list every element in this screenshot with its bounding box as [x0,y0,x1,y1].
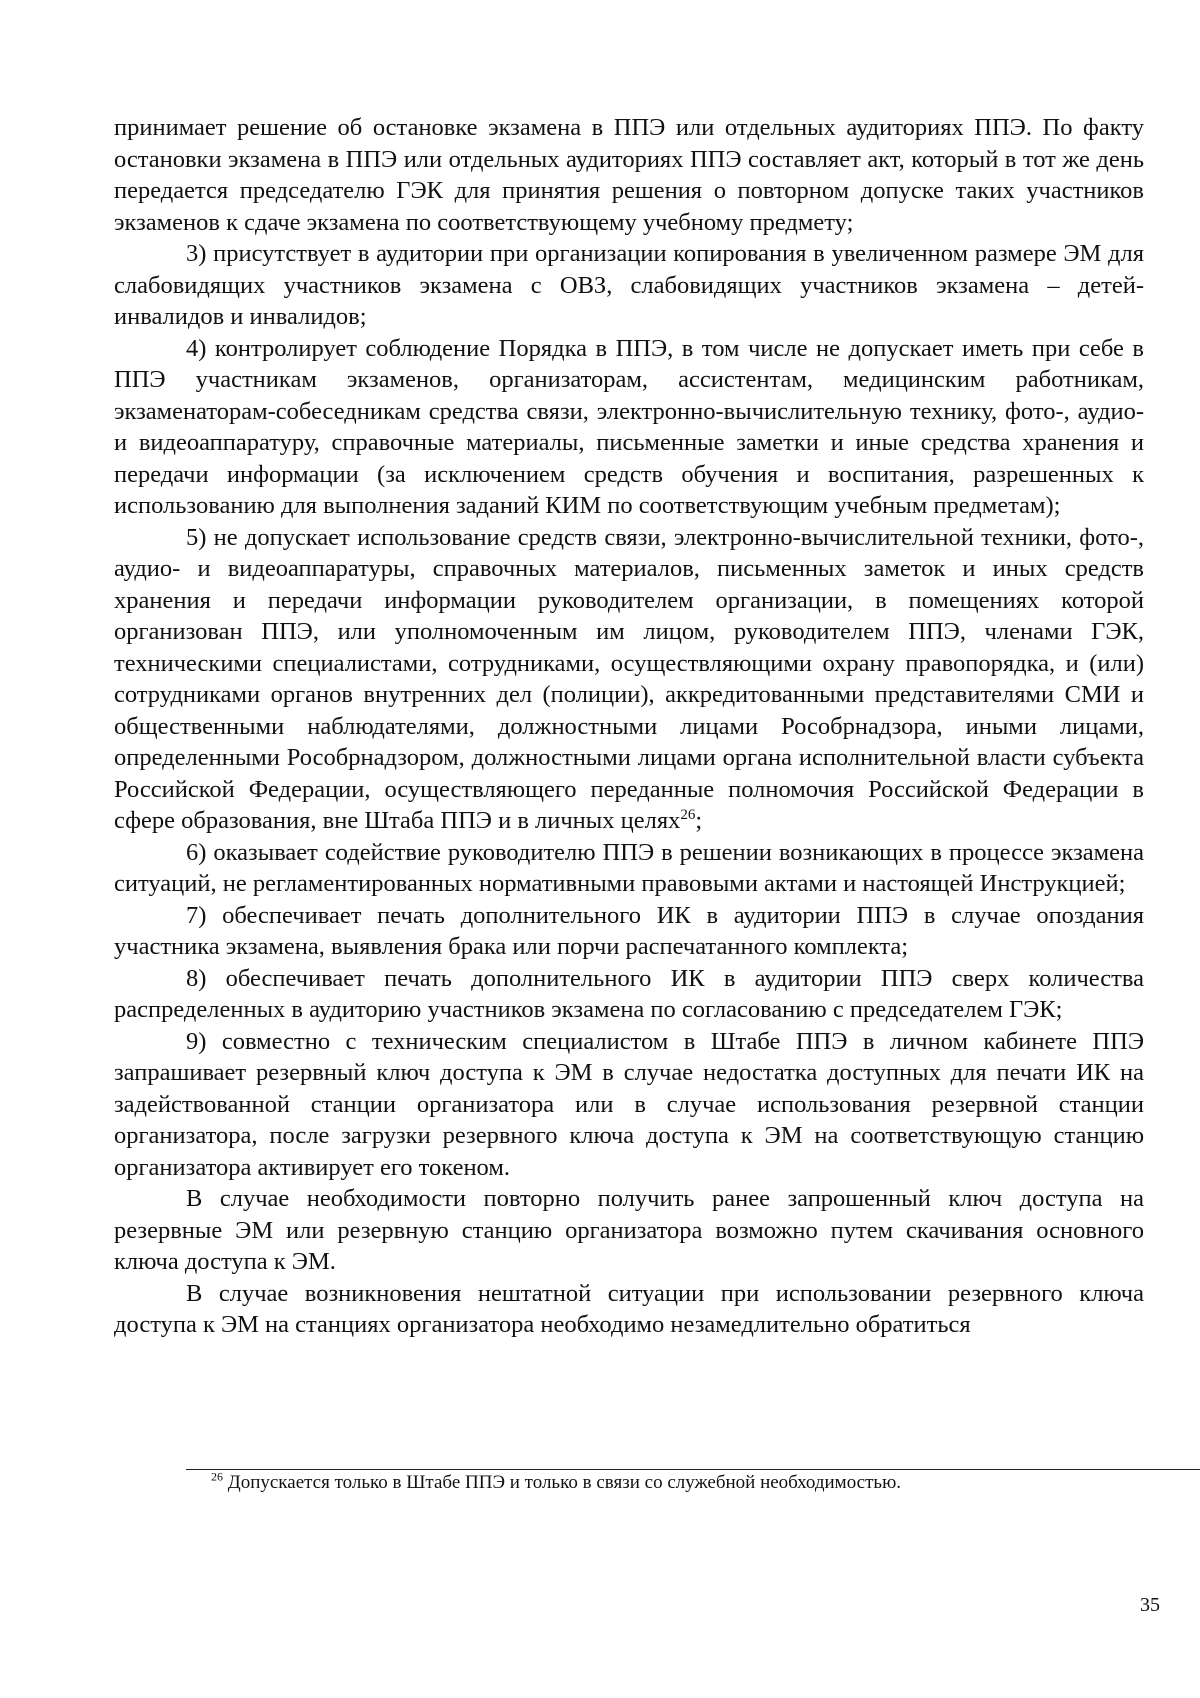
footnote [211,1471,1171,1495]
paragraph-item-3: 3) присутствует в аудитории при организации копирования в увеличенном размере ЭМ для слабовидящих участников экзамена с ОВЗ, слабовидящих участников экзамена – детей-инвалидов и инвалидов; [114,240,1144,330]
paragraph-item-4: 4) контролирует соблюдение Порядка в ППЭ, в том числе не допускает иметь при себе в ППЭ участникам экзаменов, организаторам, ассистентам, медицинским работникам, экзаменаторам-собеседникам средства связи, электронно-вычислительную технику, фото-, аудио- и видеоаппаратуру, справочные материалы, письменные заметки и иные средства хранения и передачи информации (за исключением средств обучения и воспитания, разрешенных к использованию для выполнения заданий КИМ по соответствующим учебным предметам); [114,334,1144,519]
paragraph-emergency: В случае возникновения нештатной ситуации при использовании резервного ключа доступа к ЭМ на станциях организатора необходимо незамедлительно обратиться [114,1279,1144,1338]
paragraph-item-6: 6) оказывает содействие руководителю ППЭ в решении возникающих в процессе экзамена ситуаций, не регламентированных нормативными правовыми актами и настоящей Инструкцией; [114,838,1144,897]
paragraph-reserve-key: В случае необходимости повторно получить ранее запрошенный ключ доступа на резервные ЭМ или резервную станцию организатора возможно путем скачивания основного ключа доступа к ЭМ. [114,1185,1144,1275]
paragraph-item-5-end: ; [695,807,703,834]
paragraph-continuation: принимает решение об остановке экзамена в ППЭ или отдельных аудиториях ППЭ. По факту остановки экзамена в ППЭ или отдельных аудиториях ППЭ составляет акт, который в тот же день передается председателю ГЭК для принятия решения о повторном допуске таких участников экзаменов к сдаче экзамена по соответствующему учебному предмету; [114,114,1144,236]
paragraph-item-7: 7) обеспечивает печать дополнительного ИК в аудитории ППЭ в случае опоздания участника экзамена, выявления брака или порчи распечатанного комплекта; [114,901,1144,960]
footnote-text: Допускается только в Штабе ППЭ и только в связи со служебной необходимостью. [223,1472,902,1493]
footnote-reference[interactable]: 26 [680,806,696,823]
paragraph-item-5-text: 5) не допускает использование средств связи, электронно-вычислительной техники, фото-, аудио- и видеоаппаратуры, справочных материалов, письменных заметок и иных средств хранения и передачи информации руководителем организации, в помещениях которой организован ППЭ, или уполномоченным им лицом, руководителем ППЭ, членами ГЭК, техническими специалистами, сотрудниками, осуществляющими охрану правопорядка, и (или) сотрудниками органов внутренних дел (полиции), аккредитованными представителями СМИ и общественными наблюдателями, должностными лицами Рособрнадзора, иными лицами, определенными Рособрнадзором, должностными лицами органа исполнительной власти субъекта Российской Федерации, осуществляющего переданные полномочия Российской Федерации в сфере образования, вне Штаба ППЭ и в личных целях [114,523,1144,834]
page-number: 35 [1140,1594,1160,1616]
footnote-marker: 26 [211,1469,223,1484]
paragraph-item-9: 9) совместно с техническим специалистом в Штабе ППЭ в личном кабинете ППЭ запрашивает резервный ключ доступа к ЭМ в случае недостатка доступных для печати ИК на задействованной станции организатора или в случае использования резервной станции организатора, после загрузки резервного ключа доступа к ЭМ на соответствующую станцию организатора активирует его токеном. [114,1027,1144,1181]
paragraph-item-5 [114,522,1144,837]
body-text [114,112,1144,1341]
paragraph-item-8: 8) обеспечивает печать дополнительного ИК в аудитории ППЭ сверх количества распределенных в аудиторию участников экзамена по согласованию с председателем ГЭК; [114,964,1144,1023]
footnote-separator [186,1469,1200,1470]
